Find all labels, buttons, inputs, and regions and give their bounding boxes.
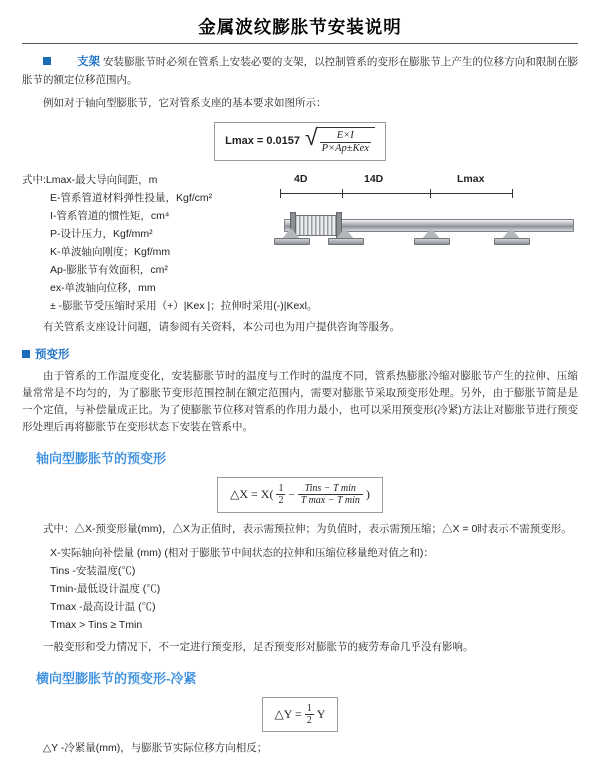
radical-numerator: E×I bbox=[336, 129, 354, 141]
figure-dimension-labels bbox=[272, 173, 578, 189]
legend-and-figure bbox=[22, 169, 578, 297]
lateral-equation-rhs: Y bbox=[316, 706, 326, 721]
predeform-heading: 预变形 bbox=[35, 349, 70, 362]
lateral-equation-half: $\frac{1}{2}$ bbox=[306, 702, 312, 726]
figure-dimension-bars bbox=[272, 189, 578, 199]
pipe-support-4 bbox=[494, 228, 528, 245]
legend-closing: 有关管系支座设计问题，请参阅有关资料，本公司也为用户提供咨询等服务。 bbox=[43, 321, 400, 334]
pipe-support-3 bbox=[414, 228, 448, 245]
radical-denominator: P×Ap±Kex bbox=[321, 142, 369, 154]
legend-item-5: ex-单波轴向位移，mm bbox=[50, 282, 156, 295]
axial-item-0: X-实际轴向补偿量 (mm) (相对于膨胀节中间状态的拉伸和压缩位移量绝对值之和)： bbox=[50, 546, 434, 559]
axial-item-3: Tmax -最高设计温 (℃) bbox=[50, 600, 156, 613]
legend-item-1: I-管系管道的惯性矩，cm⁴ bbox=[50, 209, 170, 222]
document-page bbox=[0, 14, 600, 754]
lateral-subheading: 横向型膨胀节的预变形-冷紧 bbox=[36, 670, 197, 686]
legend-intro: 式中:Lmax-最大导向间距，m bbox=[22, 173, 158, 186]
axial-equation-fraction: $\frac{\text{Tins − T min}}{\text{T max − T min}}$ bbox=[298, 483, 363, 507]
axial-note: 式中：△X-预变形量(mm)，△X为正值时，表示需预拉伸；为负值时，表示需预压缩；△X = 0时表示不需预变形。 bbox=[43, 522, 572, 535]
legend-item-3: K-单波轴向刚度；Kgf/mm bbox=[50, 245, 171, 258]
pipe-assembly-illustration bbox=[272, 201, 578, 261]
axial-equation-minus: − bbox=[288, 488, 295, 501]
axial-list bbox=[22, 544, 578, 634]
square-root-icon: √ $\frac{E\times I}{\text{P×Ap±Kex}}$ bbox=[305, 127, 375, 155]
figure-label-2: Lmax bbox=[457, 172, 485, 185]
axial-support-figure bbox=[272, 169, 578, 297]
figure-label-0: 4D bbox=[294, 172, 308, 185]
legend-item-2: P-设计压力，Kgf/mm² bbox=[50, 227, 153, 240]
pipe-support-2 bbox=[328, 228, 362, 245]
lateral-equation-box bbox=[262, 697, 339, 732]
lateral-equation-lhs: △Y = bbox=[274, 706, 302, 721]
axial-equation bbox=[22, 477, 578, 513]
blue-square-bullet-icon-2 bbox=[22, 350, 30, 358]
legend-item-0: E-管系管道材料弹性投量，Kgf/cm² bbox=[50, 191, 213, 204]
legend-item-4: Ap-膨胀节有效面积，cm² bbox=[50, 263, 168, 276]
axial-equation-lhs: △X = X( bbox=[230, 487, 274, 502]
axial-item-1: Tins -安装温度(℃) bbox=[50, 564, 136, 577]
legend-item-6: ± -膨胀节受压缩时采用（+）|Kex |；拉伸时采用(-)|Kexl。 bbox=[50, 300, 318, 313]
figure-label-1: 14D bbox=[364, 172, 384, 185]
lateral-equation bbox=[22, 697, 578, 732]
axial-item-4: Tmax > Tins ≥ Tmin bbox=[50, 618, 143, 631]
page-title: 金属波纹膨胀节安装说明 bbox=[198, 17, 402, 37]
axial-item-2: Tmin-最低设计温度 (℃) bbox=[50, 582, 161, 595]
radical-fraction bbox=[320, 130, 371, 155]
axial-equation-box bbox=[217, 477, 383, 513]
predeform-heading-row bbox=[22, 346, 578, 365]
legend-item-6-wrap bbox=[50, 297, 578, 315]
lmax-formula-lhs: Lmax = 0.0157 bbox=[225, 134, 301, 147]
blue-square-bullet-icon bbox=[43, 57, 51, 65]
support-paragraph-1: 安装膨胀节时必须在管系上安装必要的支架，以控制管系的变形在膨胀节上产生的位移方向和限制在膨胀节的额定位移范围内。 bbox=[22, 56, 579, 86]
support-heading: 支架 bbox=[77, 56, 100, 68]
support-paragraph-2: 例如对于轴向型膨胀节，它对管系支座的基本要求如图所示： bbox=[43, 96, 327, 109]
legend-list bbox=[22, 169, 272, 297]
title-divider bbox=[22, 43, 578, 44]
pipe-support-1 bbox=[274, 228, 308, 245]
lmax-formula-box bbox=[214, 122, 386, 161]
support-section-intro bbox=[22, 53, 578, 89]
lmax-formula bbox=[22, 122, 578, 161]
axial-subheading: 轴向型膨胀节的预变形 bbox=[36, 450, 167, 466]
axial-equation-rhs: ) bbox=[365, 487, 370, 502]
predeform-paragraph-1: 由于管系的工作温度变化，安装膨胀节时的温度与工作时的温度不同，管系热膨胀冷缩对膨胀节产生的拉伸、压缩量常常是不均匀的，为了膨胀节变形范围控制在额定范围内，需要对膨胀节采取预变形处理。另外，由于膨胀节简是是一个定值，与补偿量成正比。为了使膨胀节位移对管系的作用力最小，也可以采用预变形(冷紧)方法让对膨胀节进行预变形处理后再将膨胀节在变形状态下安装在管系中。 bbox=[22, 369, 578, 433]
lateral-note: △Y -冷紧量(mm)，与膨胀节实际位移方向相反； bbox=[43, 741, 268, 754]
axial-closing: 一般变形和受力情况下，不一定进行预变形，足否预变形对膨胀节的疲劳寿命几乎没有影响。 bbox=[43, 640, 474, 653]
axial-equation-half: $\frac{1}{2}$ bbox=[278, 483, 284, 507]
